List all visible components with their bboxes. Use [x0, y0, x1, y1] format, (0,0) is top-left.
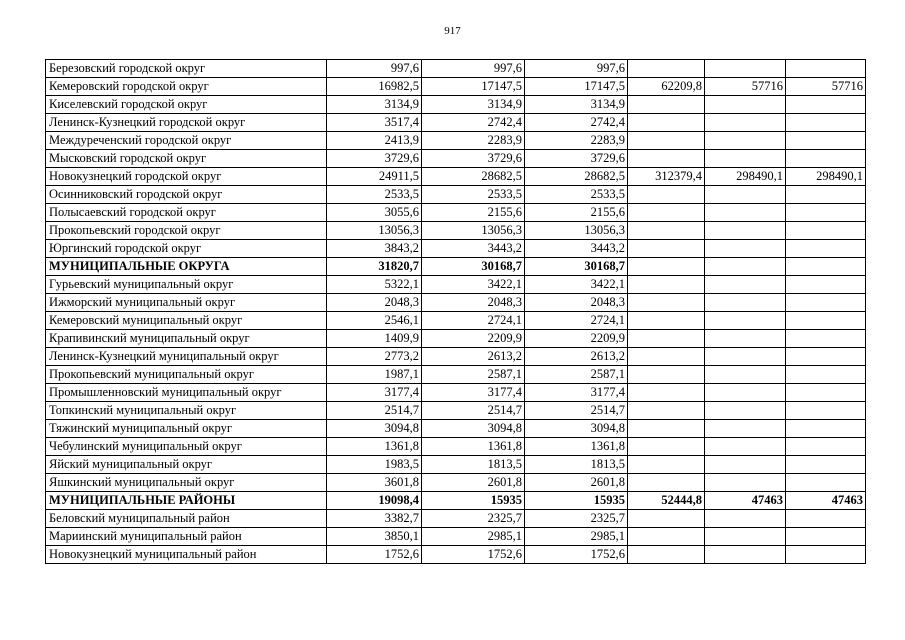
value-cell: 3601,8: [327, 474, 422, 492]
value-cell: [628, 96, 705, 114]
value-cell: 3729,6: [327, 150, 422, 168]
row-name-cell: Новокузнецкий городской округ: [46, 168, 327, 186]
value-cell: [705, 96, 786, 114]
value-cell: 2985,1: [525, 528, 628, 546]
row-name-cell: Мысковский городской округ: [46, 150, 327, 168]
value-cell: 3443,2: [525, 240, 628, 258]
table-row: [46, 402, 866, 420]
value-cell: 3134,9: [327, 96, 422, 114]
value-cell: [628, 510, 705, 528]
value-cell: [705, 384, 786, 402]
table-row: [46, 60, 866, 78]
page-number: 917: [444, 25, 461, 37]
value-cell: [705, 258, 786, 276]
value-cell: 2587,1: [525, 366, 628, 384]
value-cell: 3850,1: [327, 528, 422, 546]
value-cell: 3422,1: [525, 276, 628, 294]
value-cell: 3055,6: [327, 204, 422, 222]
value-cell: 57716: [786, 78, 866, 96]
row-name-cell: Ижморский муниципальный округ: [46, 294, 327, 312]
value-cell: 298490,1: [786, 168, 866, 186]
value-cell: [705, 132, 786, 150]
value-cell: 298490,1: [705, 168, 786, 186]
value-cell: 3729,6: [525, 150, 628, 168]
value-cell: 2546,1: [327, 312, 422, 330]
value-cell: 2325,7: [422, 510, 525, 528]
value-cell: [786, 204, 866, 222]
value-cell: 1752,6: [525, 546, 628, 564]
value-cell: [705, 456, 786, 474]
table-row: [46, 348, 866, 366]
row-name-cell: Междуреченский городской округ: [46, 132, 327, 150]
value-cell: [786, 420, 866, 438]
value-cell: 2533,5: [525, 186, 628, 204]
value-cell: 3443,2: [422, 240, 525, 258]
row-name-cell: Промышленновский муниципальный округ: [46, 384, 327, 402]
value-cell: 1752,6: [327, 546, 422, 564]
value-cell: 28682,5: [422, 168, 525, 186]
value-cell: [705, 438, 786, 456]
value-cell: 2283,9: [422, 132, 525, 150]
value-cell: [628, 528, 705, 546]
value-cell: [705, 240, 786, 258]
value-cell: 17147,5: [422, 78, 525, 96]
value-cell: [786, 330, 866, 348]
value-cell: 3843,2: [327, 240, 422, 258]
table-row: [46, 114, 866, 132]
table-row: [46, 510, 866, 528]
row-name-cell: Кемеровский городской округ: [46, 78, 327, 96]
row-name-cell: Кемеровский муниципальный округ: [46, 312, 327, 330]
value-cell: [628, 546, 705, 564]
value-cell: [705, 366, 786, 384]
table-row: [46, 384, 866, 402]
value-cell: 28682,5: [525, 168, 628, 186]
row-name-cell: МУНИЦИПАЛЬНЫЕ ОКРУГА: [46, 258, 327, 276]
value-cell: [786, 60, 866, 78]
value-cell: 3177,4: [525, 384, 628, 402]
value-cell: [705, 420, 786, 438]
value-cell: [786, 402, 866, 420]
table-row: [46, 96, 866, 114]
value-cell: [786, 528, 866, 546]
value-cell: 3094,8: [525, 420, 628, 438]
value-cell: 2283,9: [525, 132, 628, 150]
budget-table: [45, 59, 866, 564]
table-row: [46, 330, 866, 348]
table-row: [46, 456, 866, 474]
table-row: [46, 150, 866, 168]
value-cell: 19098,4: [327, 492, 422, 510]
table-row: [46, 294, 866, 312]
value-cell: [786, 312, 866, 330]
value-cell: 2413,9: [327, 132, 422, 150]
value-cell: 2209,9: [422, 330, 525, 348]
value-cell: [705, 402, 786, 420]
value-cell: 47463: [786, 492, 866, 510]
value-cell: [786, 438, 866, 456]
row-name-cell: Яшкинский муниципальный округ: [46, 474, 327, 492]
value-cell: 16982,5: [327, 78, 422, 96]
value-cell: [705, 222, 786, 240]
value-cell: [786, 114, 866, 132]
value-cell: 3134,9: [525, 96, 628, 114]
value-cell: 1361,8: [422, 438, 525, 456]
row-name-cell: Мариинский муниципальный район: [46, 528, 327, 546]
value-cell: 3134,9: [422, 96, 525, 114]
row-name-cell: Прокопьевский городской округ: [46, 222, 327, 240]
value-cell: [628, 438, 705, 456]
row-name-cell: Чебулинский муниципальный округ: [46, 438, 327, 456]
value-cell: 2533,5: [422, 186, 525, 204]
table-row: [46, 222, 866, 240]
value-cell: [786, 366, 866, 384]
value-cell: 1813,5: [525, 456, 628, 474]
table-row: [46, 78, 866, 96]
value-cell: [786, 240, 866, 258]
value-cell: 2613,2: [525, 348, 628, 366]
value-cell: [628, 204, 705, 222]
value-cell: 31820,7: [327, 258, 422, 276]
table-row: [46, 240, 866, 258]
value-cell: 2724,1: [525, 312, 628, 330]
value-cell: [786, 96, 866, 114]
value-cell: [705, 312, 786, 330]
value-cell: 997,6: [525, 60, 628, 78]
value-cell: 997,6: [327, 60, 422, 78]
value-cell: 2613,2: [422, 348, 525, 366]
value-cell: [628, 60, 705, 78]
value-cell: 2742,4: [525, 114, 628, 132]
value-cell: 2601,8: [525, 474, 628, 492]
table-row: [46, 168, 866, 186]
value-cell: 15935: [525, 492, 628, 510]
value-cell: 62209,8: [628, 78, 705, 96]
value-cell: 2601,8: [422, 474, 525, 492]
value-cell: [786, 294, 866, 312]
value-cell: 3094,8: [327, 420, 422, 438]
value-cell: 3517,4: [327, 114, 422, 132]
row-name-cell: Полысаевский городской округ: [46, 204, 327, 222]
value-cell: 1361,8: [327, 438, 422, 456]
table-row: [46, 186, 866, 204]
value-cell: [628, 258, 705, 276]
value-cell: 3177,4: [422, 384, 525, 402]
value-cell: 24911,5: [327, 168, 422, 186]
value-cell: [786, 276, 866, 294]
value-cell: 2773,2: [327, 348, 422, 366]
row-name-cell: Беловский муниципальный район: [46, 510, 327, 528]
value-cell: 1409,9: [327, 330, 422, 348]
value-cell: 2155,6: [525, 204, 628, 222]
row-name-cell: Киселевский городской округ: [46, 96, 327, 114]
table-row: [46, 276, 866, 294]
value-cell: [628, 384, 705, 402]
value-cell: 2724,1: [422, 312, 525, 330]
value-cell: 2514,7: [525, 402, 628, 420]
value-cell: 2048,3: [422, 294, 525, 312]
value-cell: [786, 348, 866, 366]
value-cell: [628, 276, 705, 294]
table-row: [46, 366, 866, 384]
value-cell: 2587,1: [422, 366, 525, 384]
value-cell: [786, 258, 866, 276]
value-cell: 997,6: [422, 60, 525, 78]
value-cell: [628, 366, 705, 384]
value-cell: 1987,1: [327, 366, 422, 384]
value-cell: [628, 348, 705, 366]
value-cell: [786, 132, 866, 150]
table-row: [46, 528, 866, 546]
value-cell: [705, 348, 786, 366]
row-name-cell: Ленинск-Кузнецкий муниципальный округ: [46, 348, 327, 366]
value-cell: [705, 204, 786, 222]
value-cell: [786, 510, 866, 528]
value-cell: 3094,8: [422, 420, 525, 438]
value-cell: [786, 474, 866, 492]
value-cell: 3177,4: [327, 384, 422, 402]
value-cell: [628, 222, 705, 240]
value-cell: 2533,5: [327, 186, 422, 204]
value-cell: 2155,6: [422, 204, 525, 222]
value-cell: [628, 132, 705, 150]
row-name-cell: Ленинск-Кузнецкий городской округ: [46, 114, 327, 132]
value-cell: 47463: [705, 492, 786, 510]
value-cell: [705, 60, 786, 78]
value-cell: 2514,7: [422, 402, 525, 420]
value-cell: [705, 276, 786, 294]
value-cell: [786, 456, 866, 474]
value-cell: 2209,9: [525, 330, 628, 348]
value-cell: 2985,1: [422, 528, 525, 546]
value-cell: 1813,5: [422, 456, 525, 474]
value-cell: [628, 150, 705, 168]
value-cell: [628, 456, 705, 474]
value-cell: [705, 546, 786, 564]
row-name-cell: Топкинский муниципальный округ: [46, 402, 327, 420]
row-name-cell: Гурьевский муниципальный округ: [46, 276, 327, 294]
table-row: [46, 438, 866, 456]
table-row: [46, 492, 866, 510]
value-cell: 3382,7: [327, 510, 422, 528]
value-cell: [628, 330, 705, 348]
row-name-cell: МУНИЦИПАЛЬНЫЕ РАЙОНЫ: [46, 492, 327, 510]
value-cell: [628, 294, 705, 312]
value-cell: 3729,6: [422, 150, 525, 168]
value-cell: 2048,3: [525, 294, 628, 312]
value-cell: 13056,3: [327, 222, 422, 240]
value-cell: [705, 294, 786, 312]
value-cell: [786, 150, 866, 168]
value-cell: 30168,7: [422, 258, 525, 276]
row-name-cell: Прокопьевский муниципальный округ: [46, 366, 327, 384]
value-cell: 3422,1: [422, 276, 525, 294]
value-cell: 52444,8: [628, 492, 705, 510]
row-name-cell: Березовский городской округ: [46, 60, 327, 78]
value-cell: [786, 384, 866, 402]
row-name-cell: Осинниковский городской округ: [46, 186, 327, 204]
value-cell: 1983,5: [327, 456, 422, 474]
table-row: [46, 312, 866, 330]
row-name-cell: Яйский муниципальный округ: [46, 456, 327, 474]
value-cell: 17147,5: [525, 78, 628, 96]
value-cell: [705, 150, 786, 168]
table-row: [46, 204, 866, 222]
value-cell: 2742,4: [422, 114, 525, 132]
row-name-cell: Юргинский городской округ: [46, 240, 327, 258]
value-cell: 1361,8: [525, 438, 628, 456]
value-cell: 13056,3: [525, 222, 628, 240]
value-cell: [705, 528, 786, 546]
table-row: [46, 546, 866, 564]
table-row: [46, 132, 866, 150]
value-cell: [628, 312, 705, 330]
value-cell: 1752,6: [422, 546, 525, 564]
value-cell: [705, 330, 786, 348]
value-cell: [705, 510, 786, 528]
value-cell: 312379,4: [628, 168, 705, 186]
value-cell: [705, 474, 786, 492]
value-cell: 30168,7: [525, 258, 628, 276]
value-cell: [628, 114, 705, 132]
value-cell: [628, 240, 705, 258]
table-row: [46, 258, 866, 276]
value-cell: [786, 222, 866, 240]
row-name-cell: Крапивинский муниципальный округ: [46, 330, 327, 348]
value-cell: [705, 114, 786, 132]
value-cell: [705, 186, 786, 204]
row-name-cell: Новокузнецкий муниципальный район: [46, 546, 327, 564]
row-name-cell: Тяжинский муниципальный округ: [46, 420, 327, 438]
value-cell: [628, 186, 705, 204]
value-cell: 13056,3: [422, 222, 525, 240]
value-cell: 2048,3: [327, 294, 422, 312]
value-cell: [628, 402, 705, 420]
value-cell: 57716: [705, 78, 786, 96]
table-row: [46, 474, 866, 492]
value-cell: 2514,7: [327, 402, 422, 420]
value-cell: 15935: [422, 492, 525, 510]
value-cell: 2325,7: [525, 510, 628, 528]
value-cell: [786, 546, 866, 564]
value-cell: [628, 474, 705, 492]
value-cell: [628, 420, 705, 438]
table-row: [46, 420, 866, 438]
value-cell: [786, 186, 866, 204]
value-cell: 5322,1: [327, 276, 422, 294]
